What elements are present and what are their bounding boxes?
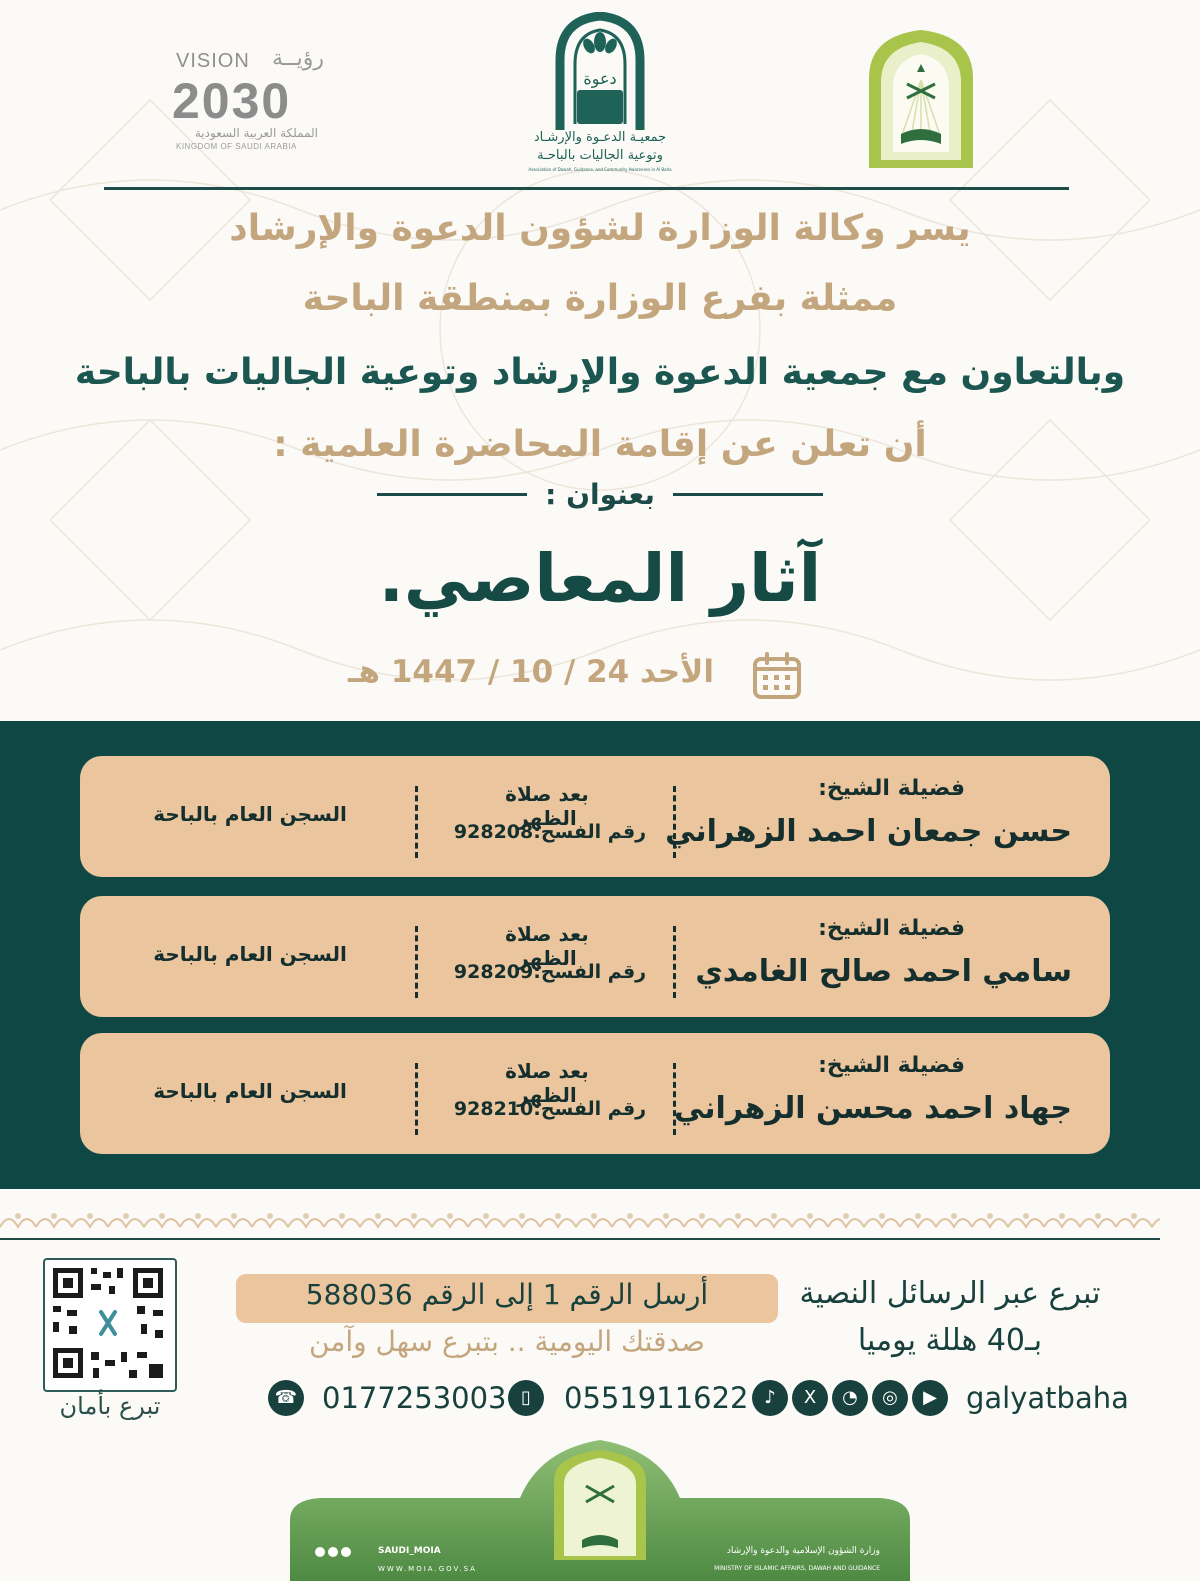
footer-ministry-arabic: وزارة الشؤون الإسلامية والدعوة والإرشاد [726, 1546, 880, 1556]
tiktok-icon[interactable]: ♪ [752, 1380, 788, 1416]
mobile-number[interactable]: 0551911622 [564, 1381, 749, 1415]
instagram-icon[interactable]: ◎ [872, 1380, 908, 1416]
card-separator [415, 926, 418, 998]
lecture-card [80, 896, 1110, 1017]
social-handle[interactable]: galyatbaha [966, 1381, 1129, 1415]
vision-2030-logo [170, 46, 330, 156]
dawa-arch-emblem [515, 12, 685, 130]
sheikh-name: جهاد احمد محسن الزهراني [673, 1091, 1072, 1126]
footer-shape [0, 1410, 1200, 1581]
lecture-date: الأحد 24 / 10 / 1447 هـ [347, 654, 714, 690]
ornament-divider [0, 1238, 1160, 1240]
lecture-place: السجن العام بالباحة [153, 802, 347, 826]
donate-amount-text: بـ40 هللة يوميا [857, 1323, 1043, 1358]
permit-number: رقم الفسح:928209 [453, 961, 647, 983]
announcement-line-4: أن تعلن عن إقامة المحاضرة العلمية : [273, 424, 927, 465]
youtube-icon[interactable]: ▶ [912, 1380, 948, 1416]
mobile-icon: ▯ [508, 1380, 544, 1416]
permit-number: رقم الفسح:928208 [453, 821, 647, 843]
lectures-band [0, 721, 1200, 1189]
snapchat-icon[interactable]: ◔ [832, 1380, 868, 1416]
sheikh-name: سامي احمد صالح الغامدي [695, 954, 1072, 989]
lecture-card [80, 1033, 1110, 1154]
sms-instruction: أرسل الرقم 1 إلى الرقم 588036 [305, 1278, 709, 1311]
announcement-line-3: وبالتعاون مع جمعية الدعوة والإرشاد وتوعية الجاليات بالباحة [74, 352, 1126, 393]
dawa-caption-english: Association of Dawah, Guidance, and Community Awareness in Al Baha [528, 167, 672, 172]
vision-kingdom-arabic: المملكة العربية السعودية [194, 126, 318, 140]
donate-sms-text: تبرع عبر الرسائل النصية [799, 1276, 1101, 1311]
qr-code-image [45, 1260, 171, 1386]
dawa-association-logo [515, 12, 685, 177]
vision-arabic-word: رؤيــة [271, 46, 324, 71]
subtitle-row [0, 478, 1200, 511]
qr-label: تبرع بأمان [59, 1392, 161, 1420]
lecture-place: السجن العام بالباحة [153, 942, 347, 966]
footer-handle: SAUDI_MOIA [378, 1546, 441, 1556]
vision-kingdom-english: KINGDOM OF SAUDI ARABIA [176, 142, 297, 151]
sheikh-name: حسن جمعان احمد الزهراني [665, 814, 1072, 849]
lecture-place: السجن العام بالباحة [153, 1079, 347, 1103]
lecture-card [80, 756, 1110, 877]
lecture-time: بعد صلاة الظهر [505, 782, 589, 830]
svg-text:دعوة: دعوة [583, 69, 617, 88]
lecture-time: بعد صلاة الظهر [505, 922, 589, 970]
phone-icon: ☎ [268, 1380, 304, 1416]
subtitle-text: بعنوان : [545, 478, 655, 511]
sheikh-label: فضيلة الشيخ: [818, 1053, 965, 1078]
footer-ministry-english: MINISTRY OF ISLAMIC AFFAIRS, DAWAH AND GUIDANCE [714, 1565, 880, 1572]
ministry-emblem [865, 28, 977, 168]
sheikh-label: فضيلة الشيخ: [818, 776, 965, 801]
sheikh-label: فضيلة الشيخ: [818, 916, 965, 941]
landline-number[interactable]: 0177253003 [322, 1381, 507, 1415]
date-row [347, 650, 810, 710]
subtitle-dash-left [377, 493, 527, 496]
permit-number: رقم الفسح:928210 [453, 1098, 647, 1120]
header-divider [104, 187, 1069, 190]
card-separator [673, 1063, 676, 1135]
ornament-strip [0, 1207, 1160, 1233]
announcement-line-2: ممثلة بفرع الوزارة بمنطقة الباحة [302, 278, 898, 319]
footer [0, 1410, 1200, 1581]
vision-word: VISION [176, 50, 250, 72]
announcement-line-1: يسر وكالة الوزارة لشؤون الدعوة والإرشاد [229, 208, 971, 249]
dawa-caption-line1: جمعيـة الدعـوة والإرشـاد [533, 130, 667, 145]
footer-website[interactable]: WWW.MOIA.GOV.SA [378, 1565, 477, 1573]
card-separator [673, 786, 676, 858]
calendar-icon [752, 652, 802, 700]
subtitle-dash-right [673, 493, 823, 496]
dawa-caption-line2: وتوعية الجاليات بالباحـة [537, 148, 663, 163]
x-icon[interactable]: X [792, 1380, 828, 1416]
card-separator [415, 1063, 418, 1135]
lecture-time: بعد صلاة الظهر [505, 1059, 589, 1107]
card-separator [415, 786, 418, 858]
qr-code[interactable] [43, 1258, 177, 1392]
daily-charity-text: صدقتك اليومية .. بتبرع سهل وآمن [309, 1325, 705, 1358]
card-separator [673, 926, 676, 998]
lecture-title: آثار المعاصي. [378, 540, 822, 617]
vision-year: 2030 [172, 73, 292, 129]
